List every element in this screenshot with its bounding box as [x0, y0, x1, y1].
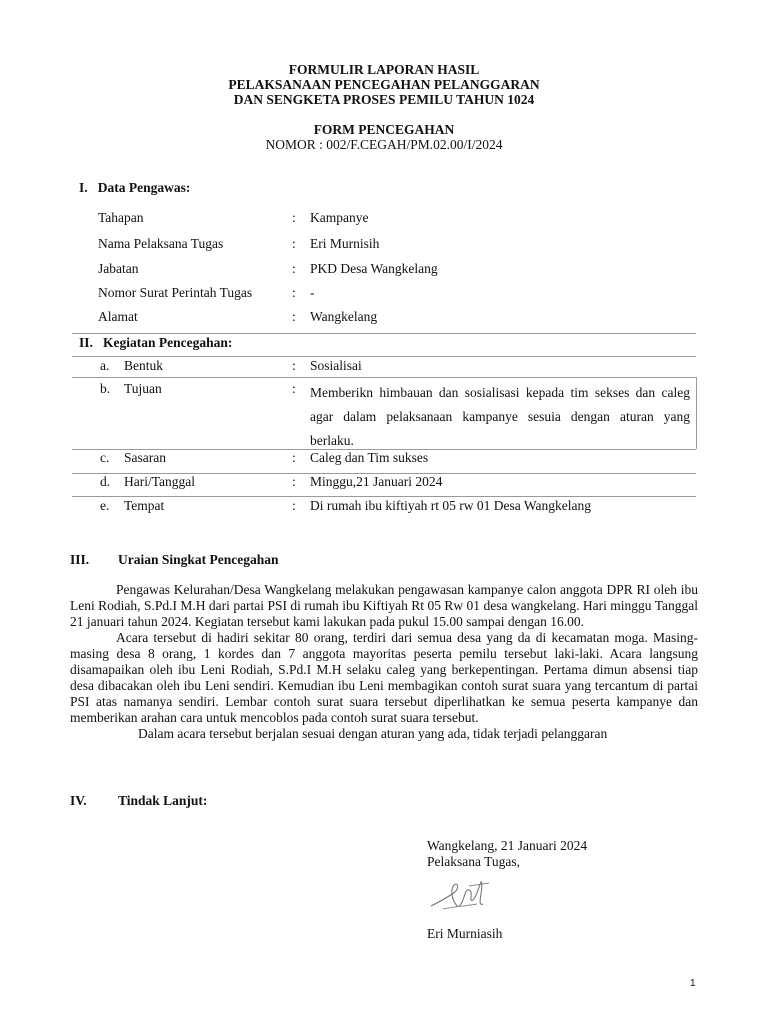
table-border — [696, 377, 697, 449]
row-label: Nomor Surat Perintah Tugas — [98, 285, 253, 300]
section1-title: I. Data Pengawas: — [79, 180, 191, 195]
doc-title-line2: PELAKSANAAN PENCEGAHAN PELANGGARAN — [228, 77, 540, 92]
table-rule — [72, 333, 696, 334]
form-number: NOMOR : 002/F.CEGAH/PM.02.00/I/2024 — [265, 137, 503, 152]
row-value: Sosialisai — [310, 358, 362, 373]
table-rule — [72, 377, 696, 378]
handwritten-signature — [425, 876, 495, 916]
paragraph: Pengawas Kelurahan/Desa Wangkelang melakukan pengawasan kampanye calon anggota DPR RI oleh ibu Leni Rodiah, S.Pd.I M.H dari partai PSI di rumah ibu Kiftiyah Rt 05 Rw 01 desa wangkelang. Hari minggu Tanggal 21 januari tahun 2024. Kegiatan tersebut kami lakukan pada pukul 15.00 sampai dengan 16.00. — [70, 582, 698, 629]
signature-name: Eri Murniasih — [427, 926, 503, 941]
row-colon: : — [292, 498, 296, 513]
table-rule — [72, 356, 696, 357]
row-value: PKD Desa Wangkelang — [310, 261, 438, 276]
row-label: Tahapan — [98, 210, 144, 225]
form-title: FORM PENCEGAHAN — [313, 122, 455, 137]
row-colon: : — [292, 309, 296, 324]
row-label: Sasaran — [124, 450, 166, 465]
row-value: Eri Murnisih — [310, 236, 380, 251]
section4-number: IV. — [70, 793, 87, 808]
row-label: Tujuan — [124, 381, 162, 396]
row-label: Nama Pelaksana Tugas — [98, 236, 224, 251]
row-label: Hari/Tanggal — [124, 474, 196, 489]
row-letter: c. — [100, 450, 110, 465]
table-rule — [72, 496, 696, 497]
signature-role: Pelaksana Tugas, — [427, 854, 521, 869]
doc-title-line3: DAN SENGKETA PROSES PEMILU TAHUN 1024 — [233, 92, 535, 107]
row-value: Kampanye — [310, 210, 369, 225]
row-colon: : — [292, 285, 296, 300]
paragraph: Acara tersebut di hadiri sekitar 80 orang, terdiri dari semua desa yang da di kecamatan moga. Masing-masing desa 8 orang, 1 kordes dan 7 anggota mayoritas peserta pemilu tersebut laki-laki. Acara langsung disamapaikan oleh ibu Leni Rodiah, S.Pd.I M.H selaku caleg yang berkepentingan. Pertama dimun absensi tiap desa dibacakan oleh ibu Leni sendiri. Kemudian ibu Leni membagikan contoh surat suara yang tercantum di partai PSI atas namanya sendiri. Lembar contoh surat suara tersebut diperlihatkan ke semua peserta kampanye dan memberikan arahan cara untuk mencoblos pada contoh surat suara tersebut. — [70, 630, 698, 725]
row-colon: : — [292, 381, 296, 396]
section3-title: Uraian Singkat Pencegahan — [118, 552, 279, 567]
row-colon: : — [292, 261, 296, 276]
row-value: Caleg dan Tim sukses — [310, 450, 429, 465]
signature-place-date: Wangkelang, 21 Januari 2024 — [427, 838, 588, 853]
row-value: - — [310, 285, 315, 300]
row-colon: : — [292, 474, 296, 489]
section4-title: Tindak Lanjut: — [118, 793, 208, 808]
section3-body — [70, 582, 698, 742]
page-number: 1 — [690, 978, 696, 989]
row-letter: d. — [100, 474, 111, 489]
row-colon: : — [292, 210, 296, 225]
row-colon: : — [292, 358, 296, 373]
section3-number: III. — [70, 552, 90, 567]
row-colon: : — [292, 236, 296, 251]
row-label: Alamat — [98, 309, 138, 324]
row-letter: e. — [100, 498, 110, 513]
row-label: Bentuk — [124, 358, 163, 373]
row-value: Memberikn himbauan dan sosialisasi kepada tim sekses dan caleg agar dalam pelaksanaan kampanye sesuia dengan aturan yang berlaku. — [310, 385, 690, 448]
row-value: Di rumah ibu kiftiyah rt 05 rw 01 Desa Wangkelang — [310, 498, 591, 513]
row-letter: a. — [100, 358, 110, 373]
row-label: Jabatan — [98, 261, 139, 276]
row-value: Wangkelang — [310, 309, 378, 324]
doc-title-line1: FORMULIR LAPORAN HASIL — [288, 62, 480, 77]
row-letter: b. — [100, 381, 111, 396]
section2-title: II. Kegiatan Pencegahan: — [79, 335, 233, 350]
row-colon: : — [292, 450, 296, 465]
row-label: Tempat — [124, 498, 165, 513]
row-value: Minggu,21 Januari 2024 — [310, 474, 443, 489]
paragraph: Dalam acara tersebut berjalan sesuai dengan aturan yang ada, tidak terjadi pelanggaran — [138, 726, 608, 741]
